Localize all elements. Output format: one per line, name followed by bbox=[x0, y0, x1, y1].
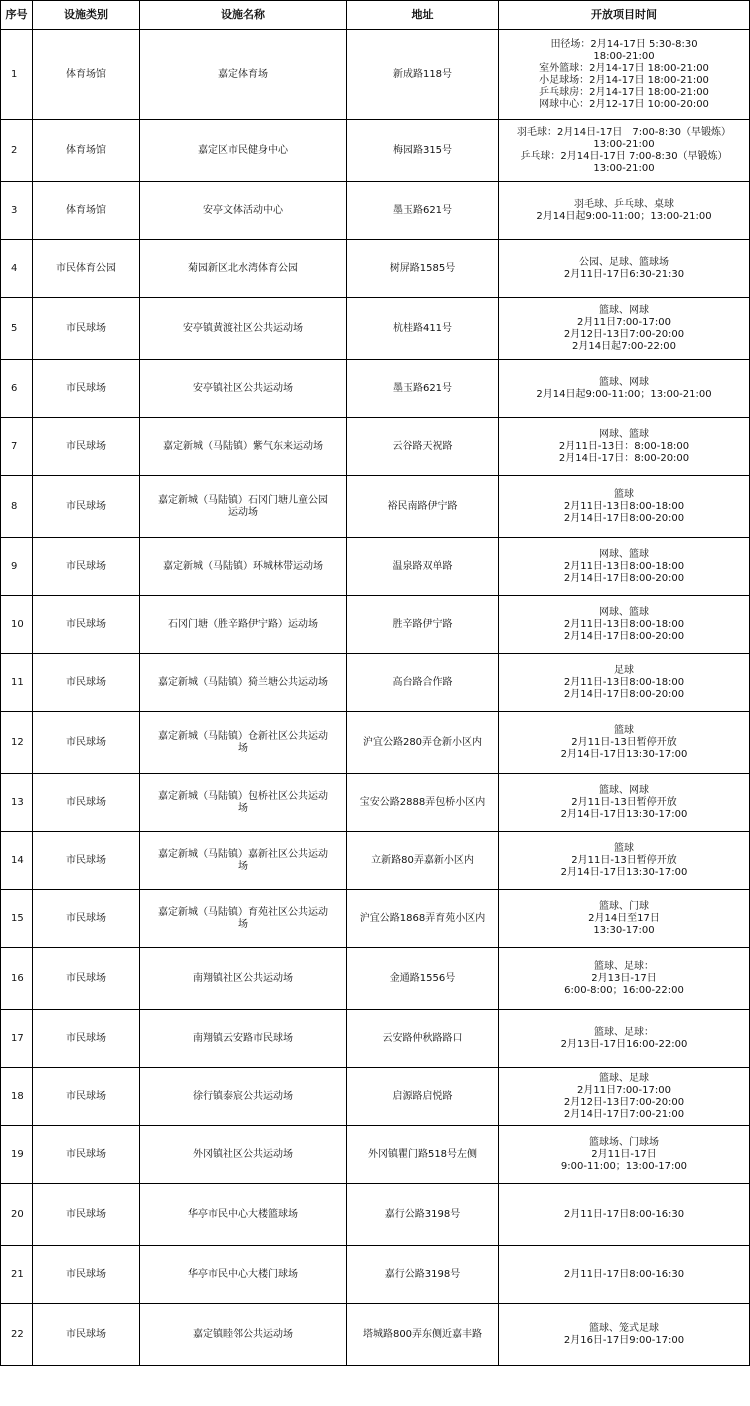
cell-category: 市民球场 bbox=[33, 890, 140, 948]
cell-address: 梅园路315号 bbox=[347, 120, 499, 182]
cell-seq: 9 bbox=[1, 538, 33, 596]
cell-category: 市民球场 bbox=[33, 774, 140, 832]
cell-name bbox=[140, 298, 347, 360]
time-line: 2月11日-13日：8:00-18:00 bbox=[558, 440, 690, 452]
cell-open-time bbox=[499, 30, 750, 120]
cell-open-time bbox=[499, 360, 750, 418]
cell-seq: 11 bbox=[1, 654, 33, 712]
cell-open-time bbox=[499, 1246, 750, 1304]
time-line: 2月13日-17日16:00-22:00 bbox=[560, 1038, 688, 1050]
name-line: 场 bbox=[238, 742, 248, 754]
time-line: 羽毛球：2月14日-17日 7:00-8:30（早锻炼） bbox=[517, 126, 731, 138]
time-line: 2月14日-17日8:00-20:00 bbox=[563, 688, 685, 700]
name-line: 场 bbox=[238, 802, 248, 814]
cell-name bbox=[140, 1304, 347, 1366]
cell-name bbox=[140, 30, 347, 120]
cell-open-time bbox=[499, 476, 750, 538]
cell-seq: 13 bbox=[1, 774, 33, 832]
time-line: 2月11日-13日暂停开放 bbox=[571, 736, 677, 748]
table-row bbox=[1, 418, 750, 476]
cell-seq: 14 bbox=[1, 832, 33, 890]
name-line: 华亭市民中心大楼篮球场 bbox=[188, 1208, 298, 1220]
cell-name bbox=[140, 712, 347, 774]
time-line: 网球、篮球 bbox=[599, 548, 649, 560]
cell-category: 市民球场 bbox=[33, 1246, 140, 1304]
time-line: 2月11日-13日暂停开放 bbox=[571, 854, 677, 866]
table-row bbox=[1, 1010, 750, 1068]
cell-address: 云谷路天祝路 bbox=[347, 418, 499, 476]
cell-open-time bbox=[499, 596, 750, 654]
name-line: 嘉定新城（马陆镇）猗兰塘公共运动场 bbox=[158, 676, 328, 688]
time-line: 2月14日-17日8:00-20:00 bbox=[563, 572, 685, 584]
time-line: 2月11日-17日8:00-16:30 bbox=[563, 1208, 685, 1220]
name-line: 南翔镇云安路市民球场 bbox=[193, 1032, 293, 1044]
table-row bbox=[1, 832, 750, 890]
cell-category: 市民球场 bbox=[33, 596, 140, 654]
cell-seq: 6 bbox=[1, 360, 33, 418]
cell-address: 嘉行公路3198号 bbox=[347, 1184, 499, 1246]
time-line: 网球中心：2月12-17日 10:00-20:00 bbox=[539, 98, 709, 110]
header-category: 设施类别 bbox=[33, 1, 140, 30]
time-line: 乒乓球：2月14日-17日 7:00-8:30（早锻炼） bbox=[520, 150, 728, 162]
table-row bbox=[1, 538, 750, 596]
cell-category: 市民球场 bbox=[33, 1304, 140, 1366]
cell-seq: 10 bbox=[1, 596, 33, 654]
cell-category: 市民球场 bbox=[33, 476, 140, 538]
name-line: 嘉定镇睦邻公共运动场 bbox=[193, 1328, 293, 1340]
cell-seq: 7 bbox=[1, 418, 33, 476]
cell-address: 金通路1556号 bbox=[347, 948, 499, 1010]
cell-name bbox=[140, 774, 347, 832]
cell-address: 塔城路800弄东侧近嘉丰路 bbox=[347, 1304, 499, 1366]
table-row bbox=[1, 476, 750, 538]
cell-open-time bbox=[499, 298, 750, 360]
name-line: 嘉定新城（马陆镇）包桥社区公共运动 bbox=[158, 790, 328, 802]
time-line: 篮球场、门球场 bbox=[589, 1136, 659, 1148]
time-line: 18:00-21:00 bbox=[593, 50, 655, 62]
cell-seq: 20 bbox=[1, 1184, 33, 1246]
cell-open-time bbox=[499, 832, 750, 890]
name-line: 嘉定新城（马陆镇）紫气东来运动场 bbox=[163, 440, 323, 452]
time-line: 篮球、笼式足球 bbox=[589, 1322, 659, 1334]
cell-open-time bbox=[499, 890, 750, 948]
table-row bbox=[1, 712, 750, 774]
cell-category: 体育场馆 bbox=[33, 120, 140, 182]
time-line: 公园、足球、篮球场 bbox=[579, 256, 669, 268]
cell-name bbox=[140, 240, 347, 298]
cell-name bbox=[140, 890, 347, 948]
cell-name bbox=[140, 948, 347, 1010]
table-row bbox=[1, 298, 750, 360]
cell-seq: 8 bbox=[1, 476, 33, 538]
cell-address: 云安路仲秋路路口 bbox=[347, 1010, 499, 1068]
time-line: 2月14日-17日13:30-17:00 bbox=[560, 748, 688, 760]
time-line: 篮球 bbox=[614, 488, 634, 500]
cell-open-time bbox=[499, 240, 750, 298]
time-line: 篮球 bbox=[614, 724, 634, 736]
cell-category: 市民球场 bbox=[33, 360, 140, 418]
table-row bbox=[1, 120, 750, 182]
time-line: 篮球、门球 bbox=[599, 900, 649, 912]
cell-category: 市民球场 bbox=[33, 1126, 140, 1184]
time-line: 13:00-21:00 bbox=[593, 138, 655, 150]
header-row bbox=[1, 1, 750, 30]
name-line: 嘉定新城（马陆镇）仓新社区公共运动 bbox=[158, 730, 328, 742]
cell-category: 市民体育公园 bbox=[33, 240, 140, 298]
time-line: 2月11日-13日暂停开放 bbox=[571, 796, 677, 808]
cell-seq: 18 bbox=[1, 1068, 33, 1126]
time-line: 2月14日-17日13:30-17:00 bbox=[560, 866, 688, 878]
cell-open-time bbox=[499, 1126, 750, 1184]
table-row bbox=[1, 1184, 750, 1246]
time-line: 2月11日-17日6:30-21:30 bbox=[563, 268, 685, 280]
time-line: 2月14日-17日13:30-17:00 bbox=[560, 808, 688, 820]
cell-open-time bbox=[499, 538, 750, 596]
cell-name bbox=[140, 596, 347, 654]
cell-address: 启源路启悦路 bbox=[347, 1068, 499, 1126]
cell-seq: 2 bbox=[1, 120, 33, 182]
cell-seq: 15 bbox=[1, 890, 33, 948]
time-line: 网球、篮球 bbox=[599, 428, 649, 440]
time-line: 2月13日-17日 bbox=[591, 972, 657, 984]
cell-address: 立新路80弄嘉新小区内 bbox=[347, 832, 499, 890]
cell-seq: 19 bbox=[1, 1126, 33, 1184]
name-line: 华亭市民中心大楼门球场 bbox=[188, 1268, 298, 1280]
cell-address: 沪宜公路1868弄育苑小区内 bbox=[347, 890, 499, 948]
cell-name bbox=[140, 418, 347, 476]
cell-name bbox=[140, 538, 347, 596]
cell-category: 市民球场 bbox=[33, 1184, 140, 1246]
cell-seq: 16 bbox=[1, 948, 33, 1010]
cell-seq: 12 bbox=[1, 712, 33, 774]
table-row bbox=[1, 1246, 750, 1304]
cell-category: 市民球场 bbox=[33, 832, 140, 890]
cell-open-time bbox=[499, 1068, 750, 1126]
cell-address: 树屏路1585号 bbox=[347, 240, 499, 298]
cell-category: 体育场馆 bbox=[33, 30, 140, 120]
time-line: 足球 bbox=[614, 664, 634, 676]
name-line: 安亭文体活动中心 bbox=[203, 204, 283, 216]
table-row bbox=[1, 182, 750, 240]
table-row bbox=[1, 240, 750, 298]
cell-address: 杭桂路411号 bbox=[347, 298, 499, 360]
cell-address: 胜辛路伊宁路 bbox=[347, 596, 499, 654]
cell-name bbox=[140, 1010, 347, 1068]
cell-category: 市民球场 bbox=[33, 712, 140, 774]
cell-name bbox=[140, 182, 347, 240]
time-line: 田径场：2月14-17日 5:30-8:30 bbox=[550, 38, 698, 50]
name-line: 场 bbox=[238, 918, 248, 930]
time-line: 2月14日-17日：8:00-20:00 bbox=[558, 452, 690, 464]
name-line: 南翔镇社区公共运动场 bbox=[193, 972, 293, 984]
cell-address: 新成路118号 bbox=[347, 30, 499, 120]
time-line: 2月14日起7:00-22:00 bbox=[572, 340, 676, 352]
time-line: 网球、篮球 bbox=[599, 606, 649, 618]
cell-name bbox=[140, 1246, 347, 1304]
time-line: 篮球 bbox=[614, 842, 634, 854]
cell-category: 市民球场 bbox=[33, 418, 140, 476]
time-line: 2月16日-17日9:00-17:00 bbox=[563, 1334, 685, 1346]
name-line: 徐行镇泰宸公共运动场 bbox=[193, 1090, 293, 1102]
cell-category: 体育场馆 bbox=[33, 182, 140, 240]
time-line: 2月11日-13日8:00-18:00 bbox=[563, 560, 685, 572]
cell-seq: 21 bbox=[1, 1246, 33, 1304]
cell-address: 沪宜公路280弄仓新小区内 bbox=[347, 712, 499, 774]
table-row bbox=[1, 1126, 750, 1184]
cell-open-time bbox=[499, 418, 750, 476]
cell-name bbox=[140, 360, 347, 418]
cell-seq: 1 bbox=[1, 30, 33, 120]
table-row bbox=[1, 1304, 750, 1366]
cell-address: 墨玉路621号 bbox=[347, 360, 499, 418]
name-line: 嘉定新城（马陆镇）石冈门塘儿童公园 bbox=[158, 494, 328, 506]
table-row bbox=[1, 654, 750, 712]
header-name: 设施名称 bbox=[140, 1, 347, 30]
name-line: 菊园新区北水湾体育公园 bbox=[188, 262, 298, 274]
cell-category: 市民球场 bbox=[33, 948, 140, 1010]
cell-seq: 22 bbox=[1, 1304, 33, 1366]
time-line: 小足球场：2月14-17日 18:00-21:00 bbox=[539, 74, 709, 86]
time-line: 2月14日-17日8:00-20:00 bbox=[563, 512, 685, 524]
time-line: 9:00-11:00；13:00-17:00 bbox=[560, 1160, 688, 1172]
name-line: 嘉定体育场 bbox=[218, 68, 268, 80]
header-open-time: 开放项目时间 bbox=[499, 1, 750, 30]
cell-open-time bbox=[499, 120, 750, 182]
cell-address: 嘉行公路3198号 bbox=[347, 1246, 499, 1304]
header-address: 地址 bbox=[347, 1, 499, 30]
cell-address: 外冈镇瞿门路518号左侧 bbox=[347, 1126, 499, 1184]
cell-name bbox=[140, 654, 347, 712]
time-line: 2月14日-17日8:00-20:00 bbox=[563, 630, 685, 642]
table-row bbox=[1, 30, 750, 120]
cell-name bbox=[140, 1184, 347, 1246]
time-line: 2月14日起9:00-11:00；13:00-21:00 bbox=[536, 388, 712, 400]
table-row bbox=[1, 948, 750, 1010]
time-line: 2月11日7:00-17:00 bbox=[577, 1084, 671, 1096]
cell-seq: 4 bbox=[1, 240, 33, 298]
cell-open-time bbox=[499, 948, 750, 1010]
time-line: 篮球、足球： bbox=[594, 1026, 654, 1038]
table-row bbox=[1, 890, 750, 948]
time-line: 2月14日起9:00-11:00；13:00-21:00 bbox=[536, 210, 712, 222]
cell-category: 市民球场 bbox=[33, 298, 140, 360]
time-line: 篮球、足球： bbox=[594, 960, 654, 972]
time-line: 羽毛球、乒乓球、桌球 bbox=[574, 198, 674, 210]
cell-seq: 17 bbox=[1, 1010, 33, 1068]
table-body bbox=[1, 30, 750, 1366]
cell-category: 市民球场 bbox=[33, 654, 140, 712]
time-line: 13:30-17:00 bbox=[593, 924, 655, 936]
time-line: 2月14日-17日7:00-21:00 bbox=[563, 1108, 685, 1120]
name-line: 场 bbox=[238, 860, 248, 872]
time-line: 篮球、足球 bbox=[599, 1072, 649, 1084]
time-line: 乒乓球房：2月14-17日 18:00-21:00 bbox=[539, 86, 709, 98]
cell-open-time bbox=[499, 654, 750, 712]
name-line: 安亭镇社区公共运动场 bbox=[193, 382, 293, 394]
table-row bbox=[1, 1068, 750, 1126]
cell-open-time bbox=[499, 1304, 750, 1366]
name-line: 外冈镇社区公共运动场 bbox=[193, 1148, 293, 1160]
cell-open-time bbox=[499, 774, 750, 832]
cell-address: 高台路合作路 bbox=[347, 654, 499, 712]
cell-address: 裕民南路伊宁路 bbox=[347, 476, 499, 538]
cell-name bbox=[140, 120, 347, 182]
cell-open-time bbox=[499, 712, 750, 774]
name-line: 嘉定新城（马陆镇）环城林带运动场 bbox=[163, 560, 323, 572]
name-line: 运动场 bbox=[228, 506, 258, 518]
time-line: 2月11日-17日 bbox=[591, 1148, 657, 1160]
time-line: 2月12日-13日7:00-20:00 bbox=[563, 1096, 685, 1108]
cell-name bbox=[140, 476, 347, 538]
name-line: 嘉定区市民健身中心 bbox=[198, 144, 288, 156]
time-line: 2月11日-13日8:00-18:00 bbox=[563, 676, 685, 688]
cell-open-time bbox=[499, 182, 750, 240]
cell-open-time bbox=[499, 1010, 750, 1068]
time-line: 2月11日-17日8:00-16:30 bbox=[563, 1268, 685, 1280]
name-line: 安亭镇黄渡社区公共运动场 bbox=[183, 322, 303, 334]
cell-address: 温泉路双单路 bbox=[347, 538, 499, 596]
table-row bbox=[1, 774, 750, 832]
table-row bbox=[1, 360, 750, 418]
cell-category: 市民球场 bbox=[33, 1068, 140, 1126]
header-seq: 序号 bbox=[1, 1, 33, 30]
name-line: 嘉定新城（马陆镇）育苑社区公共运动 bbox=[158, 906, 328, 918]
cell-open-time bbox=[499, 1184, 750, 1246]
cell-category: 市民球场 bbox=[33, 538, 140, 596]
cell-address: 宝安公路2888弄包桥小区内 bbox=[347, 774, 499, 832]
cell-category: 市民球场 bbox=[33, 1010, 140, 1068]
time-line: 2月11日-13日8:00-18:00 bbox=[563, 618, 685, 630]
time-line: 2月12日-13日7:00-20:00 bbox=[563, 328, 685, 340]
time-line: 2月14日至17日 bbox=[588, 912, 660, 924]
cell-seq: 3 bbox=[1, 182, 33, 240]
time-line: 篮球、网球 bbox=[599, 784, 649, 796]
name-line: 嘉定新城（马陆镇）嘉新社区公共运动 bbox=[158, 848, 328, 860]
time-line: 篮球、网球 bbox=[599, 376, 649, 388]
cell-name bbox=[140, 1068, 347, 1126]
time-line: 6:00-8:00；16:00-22:00 bbox=[564, 984, 684, 996]
table-row bbox=[1, 596, 750, 654]
time-line: 室外篮球：2月14-17日 18:00-21:00 bbox=[539, 62, 709, 74]
cell-address: 墨玉路621号 bbox=[347, 182, 499, 240]
cell-seq: 5 bbox=[1, 298, 33, 360]
cell-name bbox=[140, 1126, 347, 1184]
time-line: 篮球、网球 bbox=[599, 304, 649, 316]
name-line: 石冈门塘（胜辛路伊宁路）运动场 bbox=[168, 618, 318, 630]
cell-name bbox=[140, 832, 347, 890]
time-line: 2月11日-13日8:00-18:00 bbox=[563, 500, 685, 512]
time-line: 13:00-21:00 bbox=[593, 162, 655, 174]
time-line: 2月11日7:00-17:00 bbox=[577, 316, 671, 328]
